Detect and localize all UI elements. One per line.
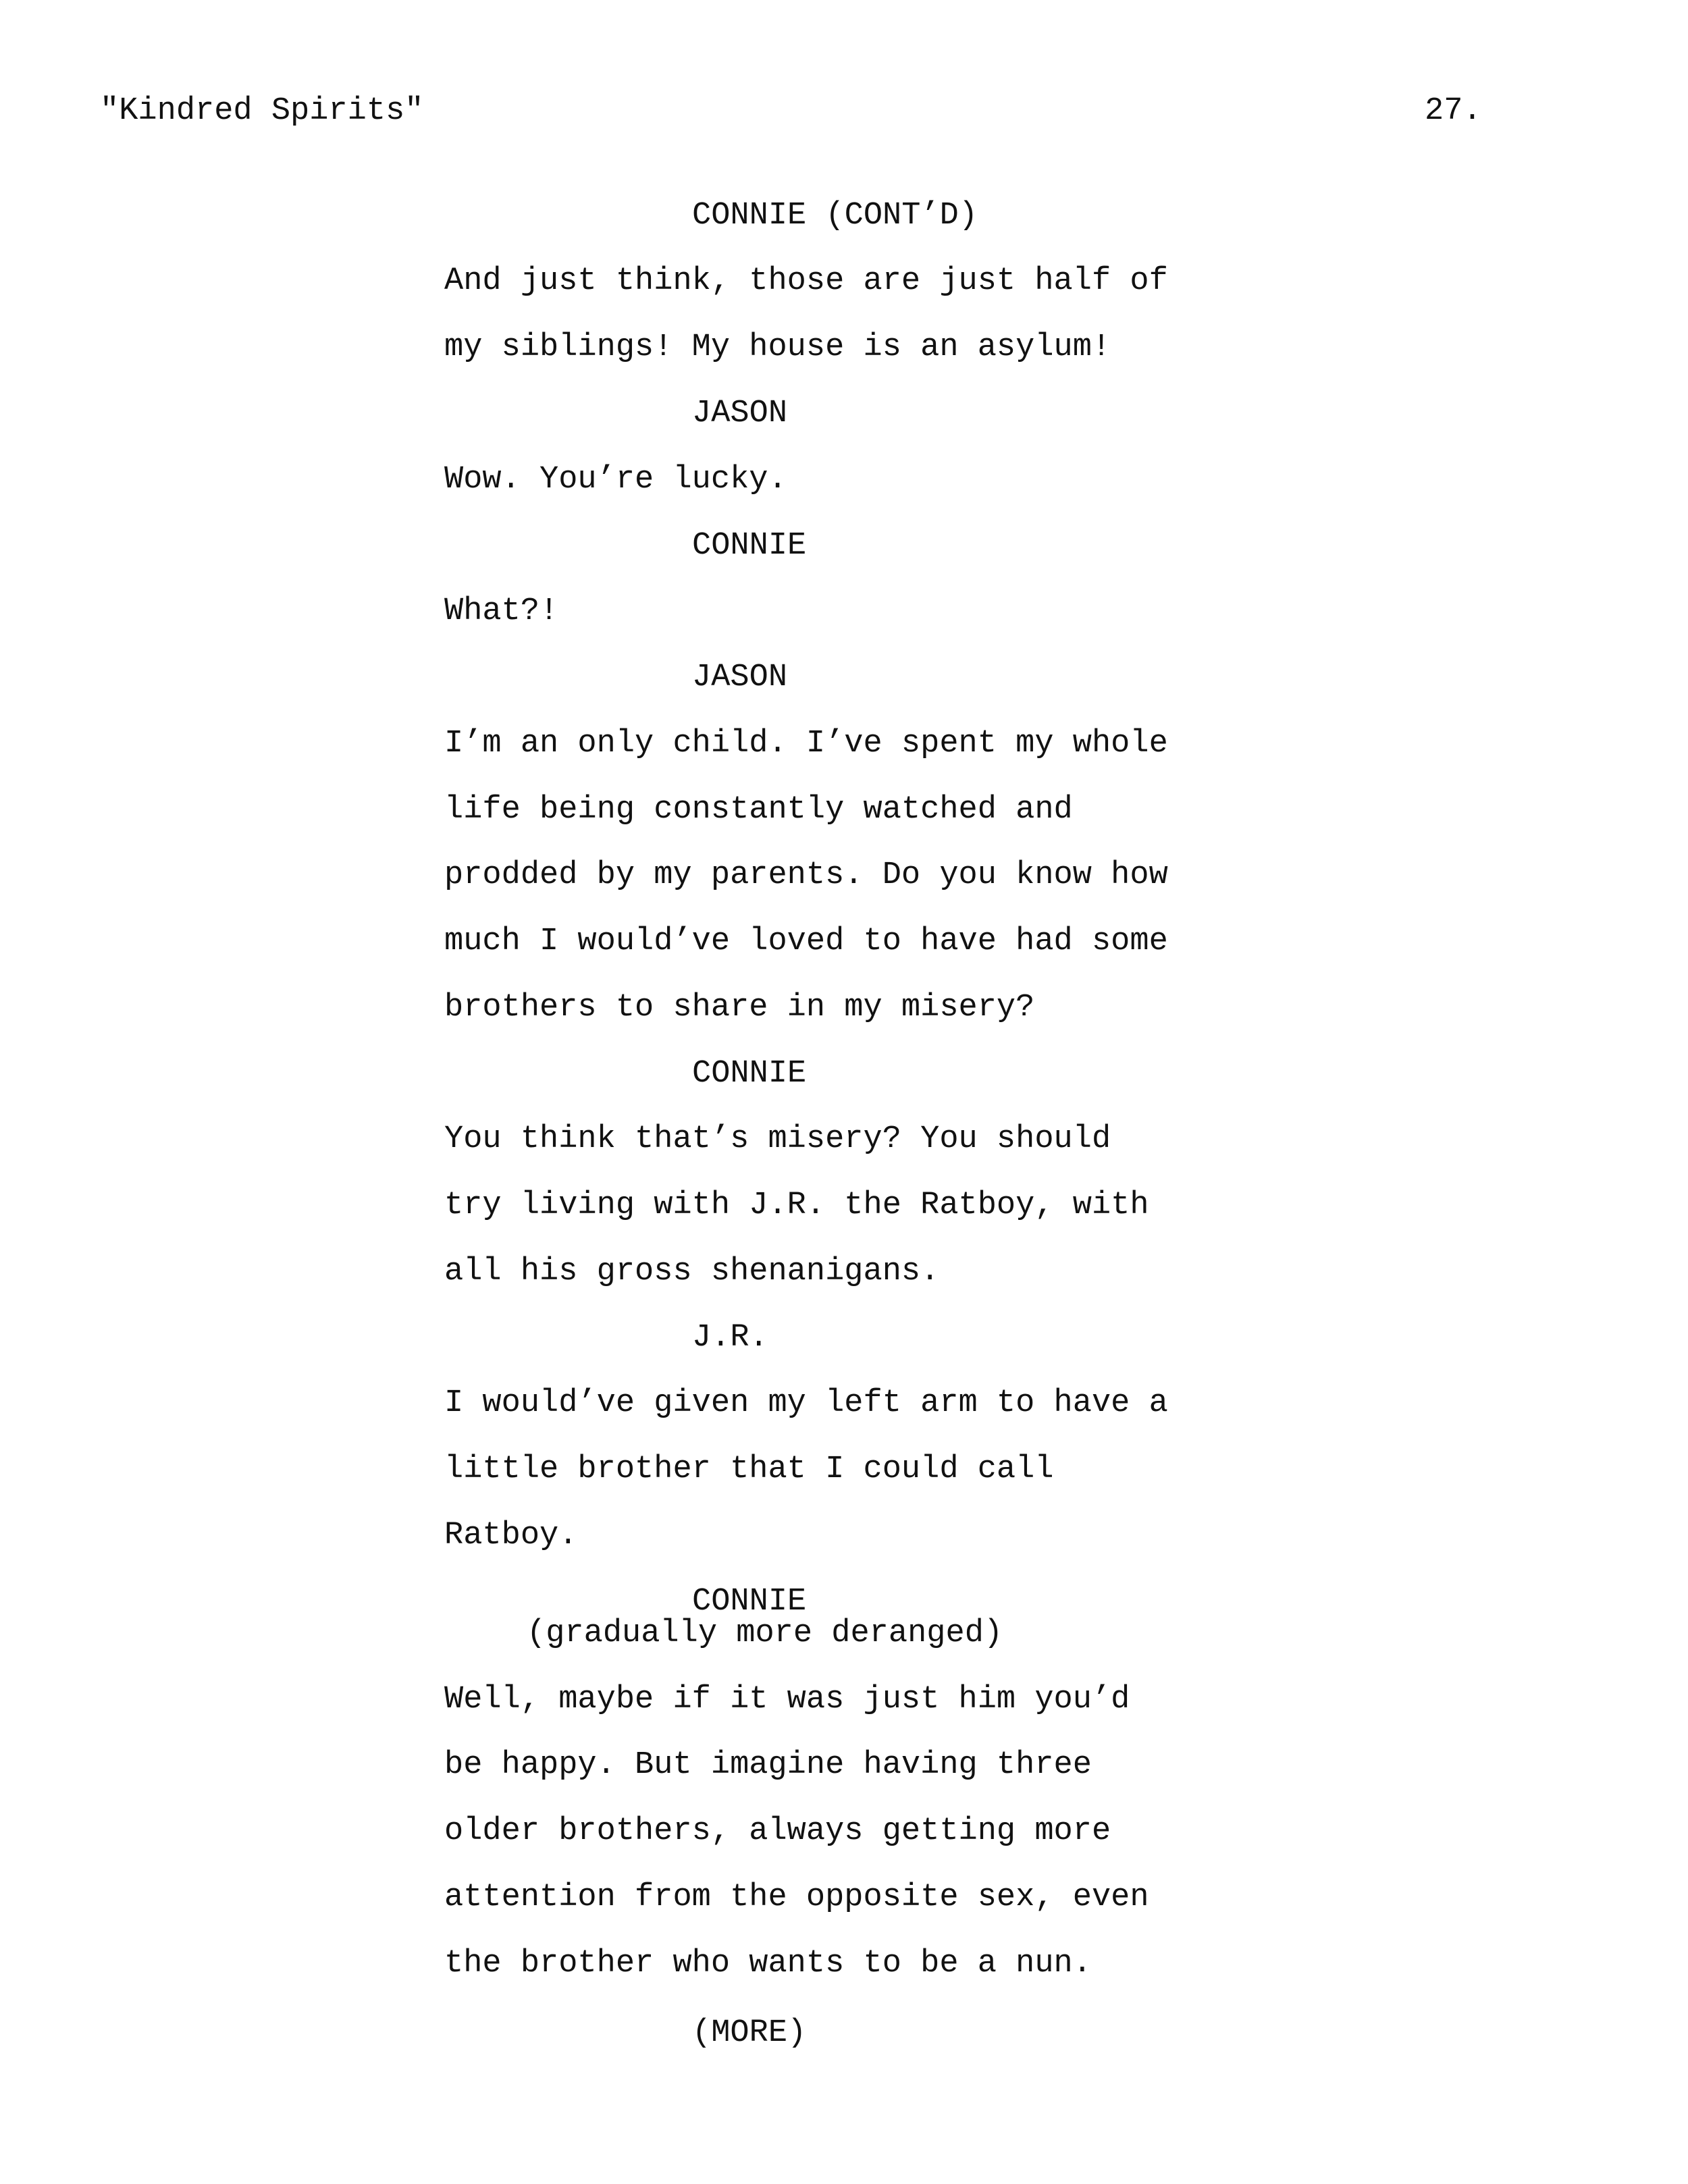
- character-cue: JASON: [692, 396, 788, 431]
- dialogue-line: prodded by my parents. Do you know how: [444, 857, 1168, 893]
- character-cue: CONNIE (CONT’D): [692, 198, 978, 234]
- dialogue-line: Wow. You’re lucky.: [444, 462, 787, 498]
- dialogue-line: attention from the opposite sex, even: [444, 1880, 1149, 1915]
- dialogue-line: I would’ve given my left arm to have a: [444, 1385, 1168, 1421]
- dialogue-line: all his gross shenanigans.: [444, 1254, 940, 1289]
- dialogue-line: my siblings! My house is an asylum!: [444, 329, 1111, 365]
- dialogue-line: And just think, those are just half of: [444, 263, 1168, 299]
- more-continuation: (MORE): [692, 2015, 807, 2051]
- dialogue-line: much I would’ve loved to have had some: [444, 924, 1168, 959]
- dialogue-line: Well, maybe if it was just him you’d: [444, 1682, 1130, 1717]
- dialogue-line: Ratboy.: [444, 1518, 578, 1553]
- parenthetical: (gradually more deranged): [527, 1616, 1003, 1651]
- character-cue: JASON: [692, 660, 788, 695]
- character-cue: CONNIE: [692, 528, 807, 564]
- character-cue: CONNIE: [692, 1584, 807, 1620]
- script-title: "Kindred Spirits": [100, 93, 424, 129]
- dialogue-line: the brother who wants to be a nun.: [444, 1946, 1092, 1981]
- character-cue: J.R.: [692, 1320, 768, 1356]
- dialogue-line: older brothers, always getting more: [444, 1813, 1111, 1849]
- dialogue-line: life being constantly watched and: [444, 792, 1073, 828]
- dialogue-line: be happy. But imagine having three: [444, 1747, 1092, 1783]
- dialogue-line: try living with J.R. the Ratboy, with: [444, 1188, 1149, 1223]
- character-cue: CONNIE: [692, 1056, 807, 1092]
- dialogue-line: brothers to share in my misery?: [444, 990, 1035, 1026]
- page-number: 27.: [1425, 93, 1482, 129]
- dialogue-line: You think that’s misery? You should: [444, 1121, 1111, 1157]
- dialogue-line: What?!: [444, 593, 559, 629]
- dialogue-line: I’m an only child. I’ve spent my whole: [444, 726, 1168, 762]
- dialogue-line: little brother that I could call: [444, 1451, 1054, 1487]
